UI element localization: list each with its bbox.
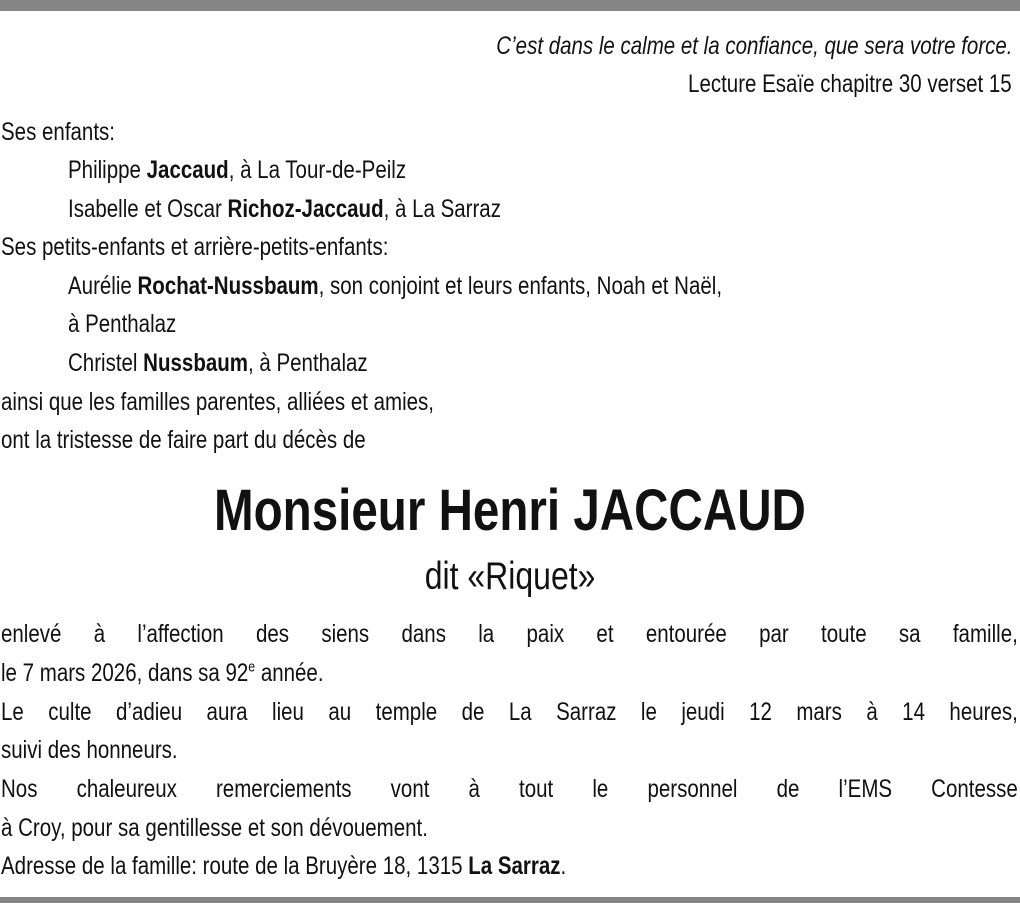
child-entry-2: Isabelle et Oscar Richoz-Jaccaud, à La Sarraz bbox=[68, 195, 501, 223]
body-line-3: Le culte d’adieu aura lieu au temple de La Sarraz le jeudi 12 mars à 14 heures, bbox=[1, 698, 1018, 726]
deceased-name: Monsieur Henri JACCAUD bbox=[214, 478, 806, 543]
grandchild-entry-2: Christel Nussbaum, à Penthalaz bbox=[68, 349, 368, 377]
grandchild-surname: Rochat-Nussbaum bbox=[137, 272, 319, 300]
body-line-1: enlevé à l’affection des siens dans la paix et entourée par toute sa famille, bbox=[1, 620, 1018, 648]
body-line-4: suivi des honneurs. bbox=[1, 736, 178, 764]
announcement-line: ont la tristesse de faire part du décès de bbox=[1, 426, 366, 454]
epigraph-reference: Lecture Esaïe chapitre 30 verset 15 bbox=[688, 70, 1012, 98]
ordinal-superscript: e bbox=[248, 658, 256, 676]
grandchild-entry-1-place: à Penthalaz bbox=[68, 310, 177, 338]
relatives-line: ainsi que les familles parentes, alliées et amies, bbox=[1, 388, 434, 416]
body-line-6: à Croy, pour sa gentillesse et son dévouement. bbox=[1, 814, 428, 842]
body-line-5: Nos chaleureux remerciements vont à tout le personnel de l’EMS Contesse bbox=[1, 775, 1018, 803]
bottom-rule bbox=[0, 897, 1020, 903]
child-surname: Richoz-Jaccaud bbox=[227, 195, 384, 223]
deceased-nickname: dit «Riquet» bbox=[424, 555, 596, 598]
address-town: La Sarraz bbox=[468, 852, 561, 880]
epigraph-quote: C’est dans le calme et la confiance, que sera votre force. bbox=[495, 32, 1012, 60]
children-heading: Ses enfants: bbox=[1, 118, 115, 146]
family-address: Adresse de la famille: route de la Bruyère 18, 1315 La Sarraz. bbox=[1, 852, 567, 880]
grandchildren-heading: Ses petits-enfants et arrière-petits-enfants: bbox=[1, 233, 389, 261]
grandchild-entry-1: Aurélie Rochat-Nussbaum, son conjoint et leurs enfants, Noah et Naël, bbox=[68, 272, 723, 300]
grandchild-surname: Nussbaum bbox=[143, 349, 248, 377]
body-line-2: le 7 mars 2026, dans sa 92e année. bbox=[1, 658, 324, 687]
top-rule bbox=[0, 0, 1020, 11]
child-entry-1: Philippe Jaccaud, à La Tour-de-Peilz bbox=[68, 156, 407, 184]
child-surname: Jaccaud bbox=[146, 156, 229, 184]
